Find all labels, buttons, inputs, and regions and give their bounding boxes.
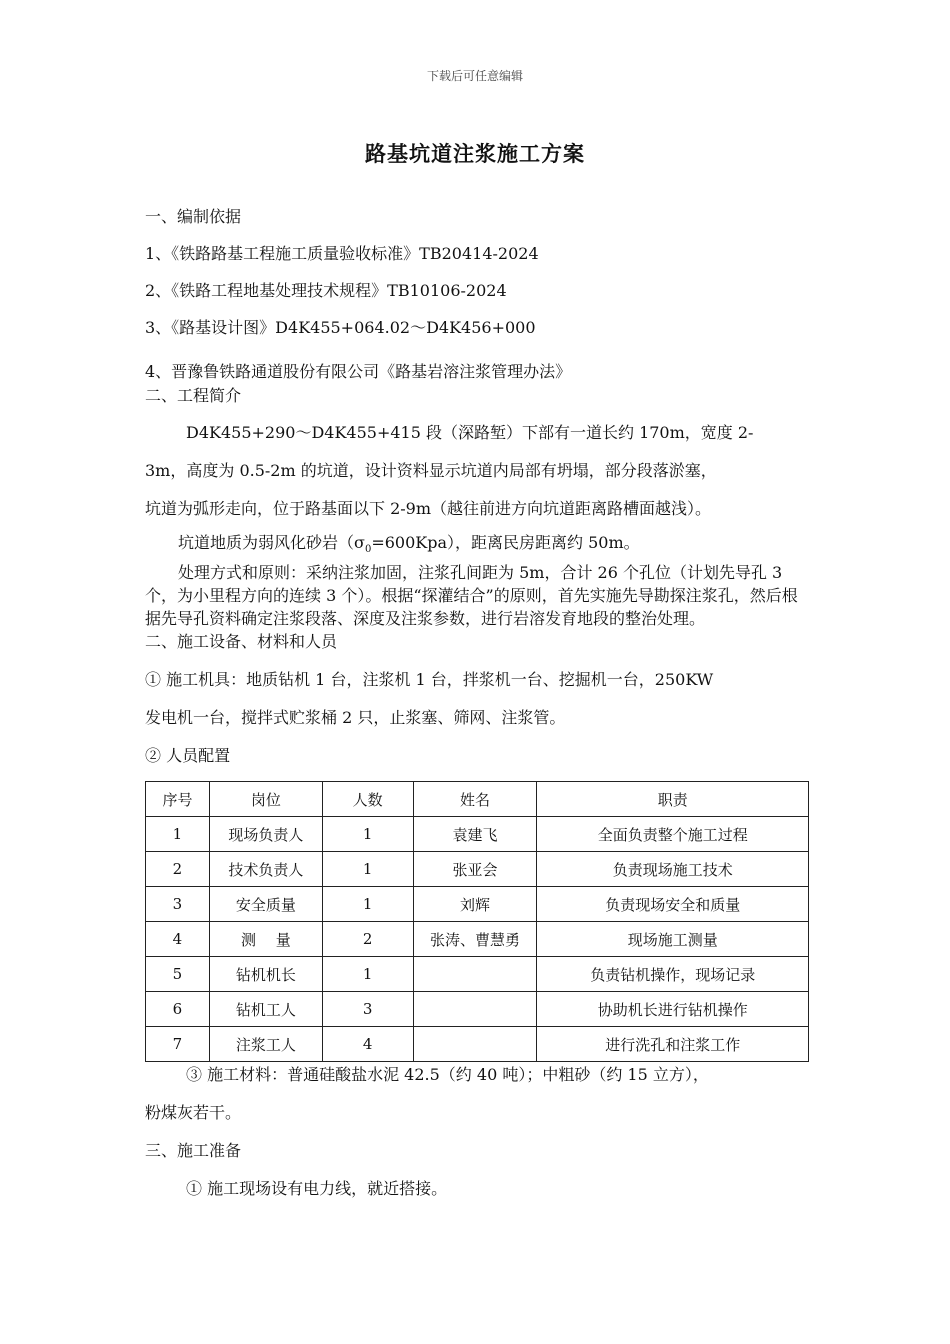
table-cell: 2	[146, 852, 210, 887]
table-row	[146, 922, 809, 957]
table-cell: 1	[322, 957, 413, 992]
equipment-line-2: 发电机一台，搅拌式贮浆桶 2 只，止浆塞、筛网、注浆管。	[145, 708, 566, 728]
materials-line-1: ③ 施工材料：普通硅酸盐水泥 42.5（约 40 吨）；中粗砂（约 15 立方），	[186, 1065, 709, 1085]
table-cell: 7	[146, 1027, 210, 1062]
col-header-name: 姓名	[413, 782, 537, 817]
table-row	[146, 957, 809, 992]
table-cell	[413, 992, 537, 1027]
table-cell: 注浆工人	[209, 1027, 322, 1062]
table-cell: 刘辉	[413, 887, 537, 922]
sigma-subscript: 0	[364, 544, 372, 556]
overview-para-1-line-1: D4K455+290～D4K455+415 段（深路堑）下部有一道长约 170m，宽度 2-	[186, 423, 754, 442]
reference-item-4: 4、晋豫鲁铁路通道股份有限公司《路基岩溶注浆管理办法》	[145, 362, 572, 381]
table-cell: 现场负责人	[209, 817, 322, 852]
equipment-line-1: ① 施工机具：地质钻机 1 台，注浆机 1 台，拌浆机一台、挖掘机一台，250KW	[145, 670, 714, 690]
table-cell: 负责钻机操作，现场记录	[537, 957, 809, 992]
table-cell: 负责现场安全和质量	[537, 887, 809, 922]
table-cell: 进行洗孔和注浆工作	[537, 1027, 809, 1062]
table-cell: 6	[146, 992, 210, 1027]
table-cell: 1	[322, 852, 413, 887]
overview-para-1-line-2: 3m，高度为 0.5-2m 的坑道，设计资料显示坑道内局部有坍塌，部分段落淤塞，	[145, 461, 717, 480]
reference-item-3: 3、《路基设计图》D4K455+064.02～D4K456+000	[145, 318, 536, 337]
table-cell: 全面负责整个施工过程	[537, 817, 809, 852]
document-body	[145, 198, 810, 1208]
table-cell: 袁建飞	[413, 817, 537, 852]
reference-item-2: 2、《铁路工程地基处理技术规程》TB10106-2024	[145, 281, 507, 300]
section-4-heading: 三、施工准备	[145, 1141, 242, 1161]
table-cell: 协助机长进行钻机操作	[537, 992, 809, 1027]
table-cell: 安全质量	[209, 887, 322, 922]
table-cell: 3	[146, 887, 210, 922]
table-cell: 5	[146, 957, 210, 992]
reference-item-1: 1、《铁路路基工程施工质量验收标准》TB20414-2024	[145, 244, 539, 263]
col-header-count: 人数	[322, 782, 413, 817]
materials-line-2: 粉煤灰若干。	[145, 1103, 242, 1123]
table-cell: 负责现场施工技术	[537, 852, 809, 887]
table-cell	[413, 957, 537, 992]
table-cell: 测 量	[209, 922, 322, 957]
preparation-item-1: ① 施工现场设有电力线，就近搭接。	[186, 1179, 448, 1199]
table-cell: 2	[322, 922, 413, 957]
treatment-paragraph: 处理方式和原则：采纳注浆加固，注浆孔间距为 5m，合计 26 个孔位（计划先导孔 3 个，为小里程方向的连续 3 个）。根据“探灌结合”的原则，首先实施先导勘探注浆孔，然后根据先导孔资料确定注浆段落、深度及注浆参数，进行岩溶发育地段的整治处理。	[145, 563, 798, 629]
geology-text-b: =600Kpa），距离民房距离约 50m。	[371, 533, 640, 552]
section-2-heading: 二、工程简介	[145, 386, 242, 405]
table-header-row	[146, 782, 809, 817]
geology-text-a: 坑道地质为弱风化砂岩（σ	[178, 533, 365, 552]
table-cell: 4	[322, 1027, 413, 1062]
table-cell: 现场施工测量	[537, 922, 809, 957]
table-cell: 1	[322, 817, 413, 852]
table-row	[146, 887, 809, 922]
document-title: 路基坑道注浆施工方案	[365, 141, 585, 166]
page-header: 下载后可任意编辑	[426, 69, 523, 83]
table-cell: 1	[146, 817, 210, 852]
geology-paragraph	[145, 531, 810, 561]
table-cell: 3	[322, 992, 413, 1027]
overview-para-1-line-3: 坑道为弧形走向，位于路基面以下 2-9m（越往前进方向坑道距离路槽面越浅）。	[145, 499, 712, 518]
table-cell: 钻机机长	[209, 957, 322, 992]
table-row	[146, 992, 809, 1027]
table-cell: 技术负责人	[209, 852, 322, 887]
staff-table	[145, 781, 809, 1062]
col-header-duty: 职责	[537, 782, 809, 817]
table-row	[146, 817, 809, 852]
table-cell: 1	[322, 887, 413, 922]
staff-heading: ② 人员配置	[145, 746, 231, 766]
table-row	[146, 852, 809, 887]
section-1-heading: 一、编制依据	[145, 207, 242, 226]
col-header-index: 序号	[146, 782, 210, 817]
table-cell: 张涛、曹慧勇	[413, 922, 537, 957]
table-cell: 4	[146, 922, 210, 957]
col-header-post: 岗位	[209, 782, 322, 817]
section-3-heading: 二、施工设备、材料和人员	[145, 632, 338, 652]
table-cell: 钻机工人	[209, 992, 322, 1027]
table-cell: 张亚会	[413, 852, 537, 887]
